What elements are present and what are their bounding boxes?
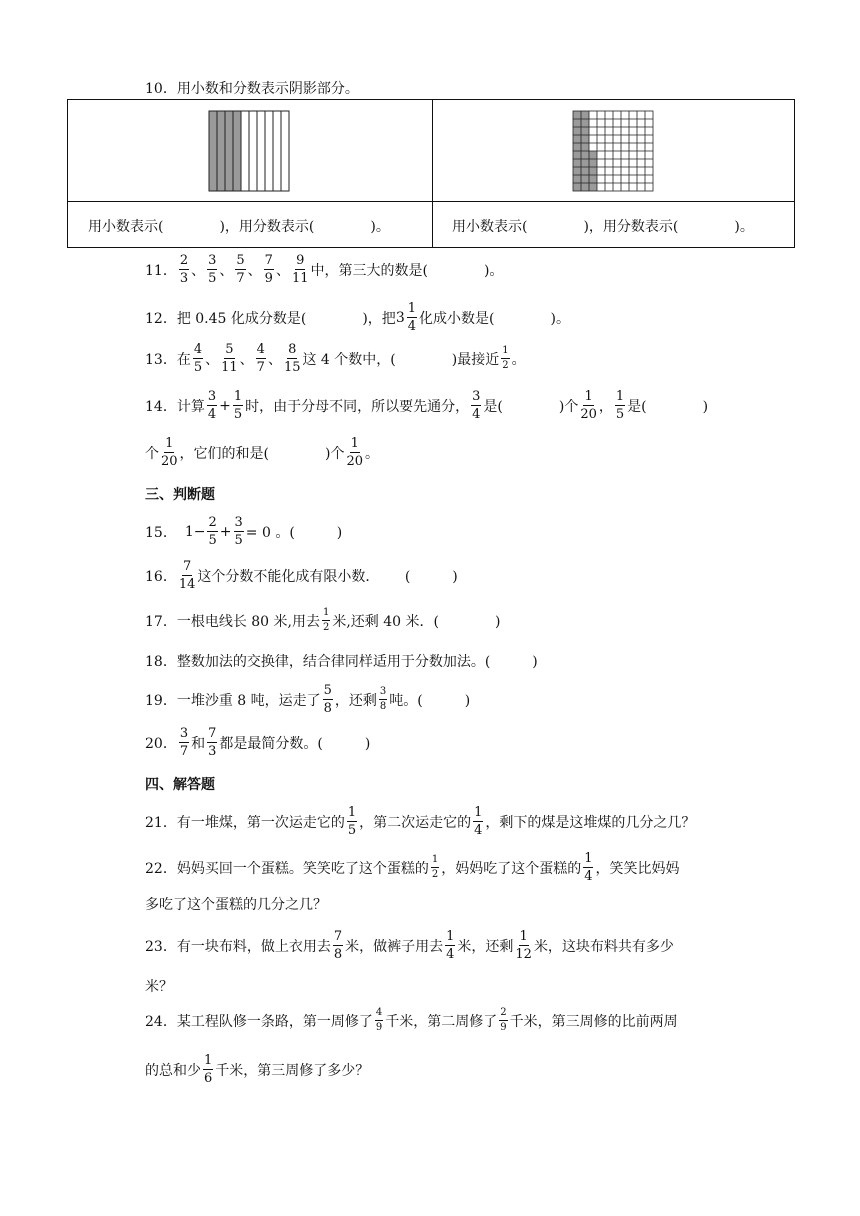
- section-3-heading: 三、判断题: [145, 487, 215, 503]
- q11-answer-blank[interactable]: 中，第三大的数是( )。: [310, 262, 504, 279]
- q18: [145, 651, 538, 671]
- q13-fraction-1: $\frac{4}{5}$: [193, 342, 203, 375]
- q10-right-answer[interactable]: 用小数表示( )，用分数表示( )。: [452, 219, 754, 235]
- q11-fraction-1: $\frac{2}{3}$: [179, 253, 189, 286]
- q13-answer-blank[interactable]: 这 4 个数中，( )最接近: [302, 351, 500, 368]
- q14-line-1: 14．计算 $\frac{3}{4}$ + $\frac{1}{5}$ 时，由于分母不同，所以要先通分， $\frac{3}{4}$ 是( )个 $\frac{1}{20}$ ， $\frac{1}{5}$ 是( ): [145, 389, 709, 422]
- q20-judge-blank[interactable]: 都是最简分数。( ): [219, 735, 371, 752]
- q11-fraction-4: $\frac{7}{9}$: [264, 253, 273, 286]
- q10-left-answer[interactable]: 用小数表示( )，用分数表示( )。: [88, 219, 390, 235]
- q10-table-vdivider: [432, 100, 433, 247]
- q18-judge-blank[interactable]: 18．整数加法的交换律，结合律同样适用于分数加法。( ): [145, 654, 538, 670]
- q13-fraction-2: $\frac{5}{11}$: [221, 342, 238, 375]
- q10-stem: 10．用小数和分数表示阴影部分。: [145, 81, 359, 97]
- q22-line-2: 多吃了这个蛋糕的几分之几？: [145, 897, 327, 913]
- q13-fraction-4: $\frac{8}{15}$: [283, 342, 301, 375]
- q20: 20． $\frac{3}{7}$ 和 $\frac{7}{3}$ 都是最简分数。( ): [145, 726, 371, 759]
- q21: 21．有一堆煤，第一次运走它的 $\frac{1}{5}$ ，第二次运走它的 $\frac{1}{4}$ ，剩下的煤是这堆煤的几分之几？: [145, 805, 696, 838]
- q15: 15． 1 − $\frac{2}{5}$ + $\frac{3}{5}$ = 0 。( ): [145, 515, 343, 548]
- q11-fraction-2: $\frac{3}{5}$: [208, 253, 217, 286]
- q14-fraction-1-5: $\frac{1}{5}$: [233, 389, 243, 422]
- q14-fraction-3-4: $\frac{3}{4}$: [207, 389, 217, 422]
- q23-line-2: 米？: [145, 979, 173, 995]
- q24-line-2: 的总和少 $\frac{1}{6}$ 千米，第三周修了多少？: [145, 1053, 370, 1086]
- section-4-heading: 四、解答题: [145, 777, 215, 793]
- q16: 16． $\frac{7}{14}$ 这个分数不能化成有限小数． ( ): [145, 559, 458, 592]
- q10-left-figure: [208, 110, 290, 192]
- q12-answer-blank-2[interactable]: 化成小数是( )。: [419, 310, 570, 327]
- q11-fraction-3: $\frac{5}{7}$: [236, 253, 245, 286]
- q19: 19．一堆沙重 8 吨，运走了 $\frac{5}{8}$ ，还剩 $\frac{3}{8}$ 吨。( ): [145, 683, 471, 716]
- q14-answer-blank-3[interactable]: ，它们的和是( )个: [179, 445, 345, 462]
- q12-answer-blank-1[interactable]: 12．把 0.45 化成分数是( )，把: [145, 310, 396, 327]
- q10-table: [67, 99, 795, 248]
- q17-judge-blank[interactable]: 米,还剩 40 米．( ): [332, 613, 501, 630]
- q12: [145, 302, 570, 333]
- q17: 17．一根电线长 80 米,用去 $\frac{1}{2}$ 米,还剩 40 米．( ): [145, 607, 501, 633]
- q10-right-figure: [572, 110, 654, 192]
- q16-judge-blank[interactable]: 这个分数不能化成有限小数． ( ): [197, 568, 458, 585]
- q15-judge-blank[interactable]: = 0 。( ): [245, 524, 343, 541]
- q23-line-1: 23．有一块布料，做上衣用去 $\frac{7}{8}$ 米，做裤子用去 $\frac{1}{4}$ 米，还剩 $\frac{1}{12}$ 米，这块布料共有多少: [145, 929, 674, 962]
- q13: 13．在 $\frac{4}{5}$ 、 $\frac{5}{11}$ 、 $\frac{4}{7}$ 、 $\frac{8}{15}$ 这 4 个数中，( )最接近 $\frac{1}{2}$ 。: [145, 342, 526, 375]
- q13-target-fraction: $\frac{1}{2}$: [502, 345, 509, 371]
- q11: 11． $\frac{2}{3}$ 、 $\frac{3}{5}$ 、 $\frac{5}{7}$ 、 $\frac{7}{9}$ 、 $\frac{9}{11}$ 中，第三大的数是( )。: [145, 253, 504, 286]
- q14-line-2: 个 $\frac{1}{20}$ ，它们的和是( )个 $\frac{1}{20}$ 。: [145, 436, 380, 469]
- q13-fraction-3: $\frac{4}{7}$: [256, 342, 265, 375]
- q19-judge-blank[interactable]: 吨。( ): [389, 692, 471, 709]
- q10-table-hdivider: [68, 201, 794, 202]
- q11-fraction-5: $\frac{9}{11}$: [291, 253, 309, 286]
- q14-answer-blank-2[interactable]: 是( ): [627, 398, 709, 415]
- q24-line-1: 24．某工程队修一条路，第一周修了 $\frac{4}{9}$ 千米，第二周修了 $\frac{2}{9}$ 千米，第三周修的比前两周: [145, 1007, 678, 1033]
- q12-mixed-number: 3 $\frac{1}{4}$: [395, 301, 417, 334]
- q22-line-1: 22．妈妈买回一个蛋糕。笑笑吃了这个蛋糕的 $\frac{1}{2}$ ，妈妈吃了这个蛋糕的 $\frac{1}{4}$ ，笑笑比妈妈: [145, 851, 680, 884]
- q14-answer-blank-1[interactable]: 是( )个: [483, 398, 579, 415]
